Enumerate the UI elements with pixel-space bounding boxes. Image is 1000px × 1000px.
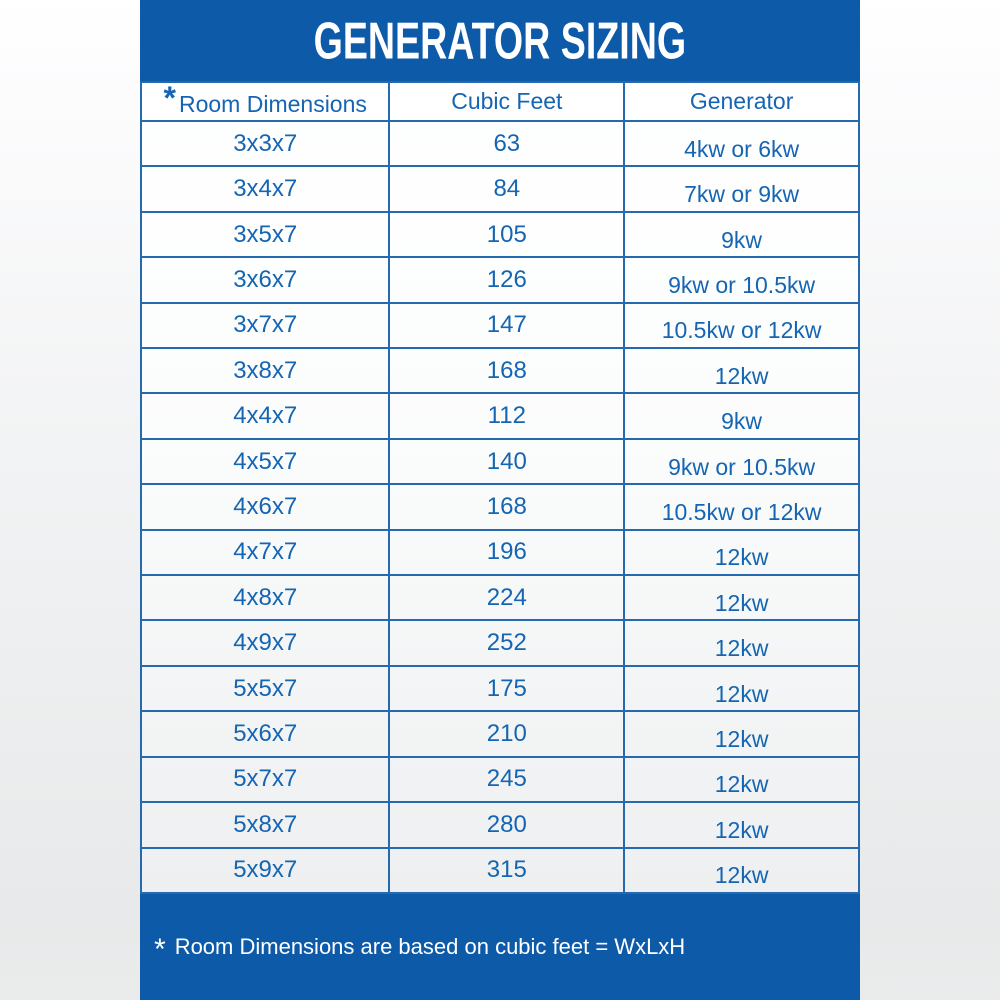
room-dimensions-cell: 5x7x7: [141, 757, 389, 802]
table-row: [141, 530, 859, 575]
cubic-feet-cell: 245: [389, 757, 624, 802]
table-row: [141, 484, 859, 529]
generator-cell: 12kw: [624, 530, 859, 575]
generator-cell: 9kw or 10.5kw: [624, 439, 859, 484]
card-footer: [140, 894, 860, 1000]
page-title: GENERATOR SIZING: [313, 11, 687, 70]
cubic-feet-cell: 175: [389, 666, 624, 711]
cubic-feet-cell: 280: [389, 802, 624, 847]
room-dimensions-cell: 4x5x7: [141, 439, 389, 484]
room-dimensions-cell: 4x8x7: [141, 575, 389, 620]
cubic-feet-cell: 224: [389, 575, 624, 620]
column-header-cubic-feet: Cubic Feet: [389, 82, 624, 121]
room-dimensions-cell: 3x4x7: [141, 166, 389, 211]
table-row: [141, 711, 859, 756]
table-row: [141, 166, 859, 211]
table-row: [141, 393, 859, 438]
room-dimensions-cell: 5x5x7: [141, 666, 389, 711]
column-header-room-dimensions-label: Room Dimensions: [178, 91, 367, 117]
table-row: [141, 757, 859, 802]
table-row: [141, 439, 859, 484]
cubic-feet-cell: 105: [389, 212, 624, 257]
asterisk-icon: *: [154, 933, 166, 966]
generator-cell: 9kw: [624, 393, 859, 438]
room-dimensions-cell: 3x8x7: [141, 348, 389, 393]
generator-cell: 4kw or 6kw: [624, 121, 859, 166]
generator-cell: 9kw or 10.5kw: [624, 257, 859, 302]
card-header: [140, 0, 860, 81]
cubic-feet-cell: 147: [389, 303, 624, 348]
generator-sizing-table: [140, 81, 860, 894]
generator-cell: 12kw: [624, 348, 859, 393]
table-row: [141, 303, 859, 348]
generator-cell: 9kw: [624, 212, 859, 257]
cubic-feet-cell: 126: [389, 257, 624, 302]
table-row: [141, 575, 859, 620]
room-dimensions-cell: 3x5x7: [141, 212, 389, 257]
room-dimensions-cell: 3x7x7: [141, 303, 389, 348]
generator-cell: 12kw: [624, 848, 859, 894]
room-dimensions-cell: 4x4x7: [141, 393, 389, 438]
generator-cell: 10.5kw or 12kw: [624, 303, 859, 348]
room-dimensions-cell: 5x9x7: [141, 848, 389, 894]
table-row: [141, 257, 859, 302]
asterisk-note-marker: *: [163, 82, 176, 116]
room-dimensions-cell: 3x3x7: [141, 121, 389, 166]
table-row: [141, 666, 859, 711]
room-dimensions-cell: 4x7x7: [141, 530, 389, 575]
column-header-generator: Generator: [624, 82, 859, 121]
table-row: [141, 212, 859, 257]
table-body: [141, 121, 859, 893]
table-header-row: [141, 82, 859, 121]
generator-cell: 12kw: [624, 666, 859, 711]
table-row: [141, 348, 859, 393]
generator-cell: 12kw: [624, 757, 859, 802]
cubic-feet-cell: 252: [389, 620, 624, 665]
generator-cell: 10.5kw or 12kw: [624, 484, 859, 529]
cubic-feet-cell: 63: [389, 121, 624, 166]
generator-cell: 12kw: [624, 575, 859, 620]
generator-sizing-card: [140, 0, 860, 1000]
cubic-feet-cell: 168: [389, 348, 624, 393]
cubic-feet-cell: 112: [389, 393, 624, 438]
room-dimensions-cell: 3x6x7: [141, 257, 389, 302]
generator-cell: 12kw: [624, 620, 859, 665]
room-dimensions-cell: 4x9x7: [141, 620, 389, 665]
cubic-feet-cell: 168: [389, 484, 624, 529]
table-row: [141, 620, 859, 665]
cubic-feet-cell: 315: [389, 848, 624, 894]
footnote-text: Room Dimensions are based on cubic feet = WxLxH: [174, 934, 686, 959]
cubic-feet-cell: 84: [389, 166, 624, 211]
cubic-feet-cell: 140: [389, 439, 624, 484]
room-dimensions-cell: 5x6x7: [141, 711, 389, 756]
room-dimensions-cell: 5x8x7: [141, 802, 389, 847]
cubic-feet-cell: 210: [389, 711, 624, 756]
generator-cell: 7kw or 9kw: [624, 166, 859, 211]
table-row: [141, 848, 859, 894]
cubic-feet-cell: 196: [389, 530, 624, 575]
table-row: [141, 802, 859, 847]
generator-cell: 12kw: [624, 711, 859, 756]
column-header-room-dimensions: [141, 82, 389, 121]
generator-cell: 12kw: [624, 802, 859, 847]
table-row: [141, 121, 859, 166]
room-dimensions-cell: 4x6x7: [141, 484, 389, 529]
